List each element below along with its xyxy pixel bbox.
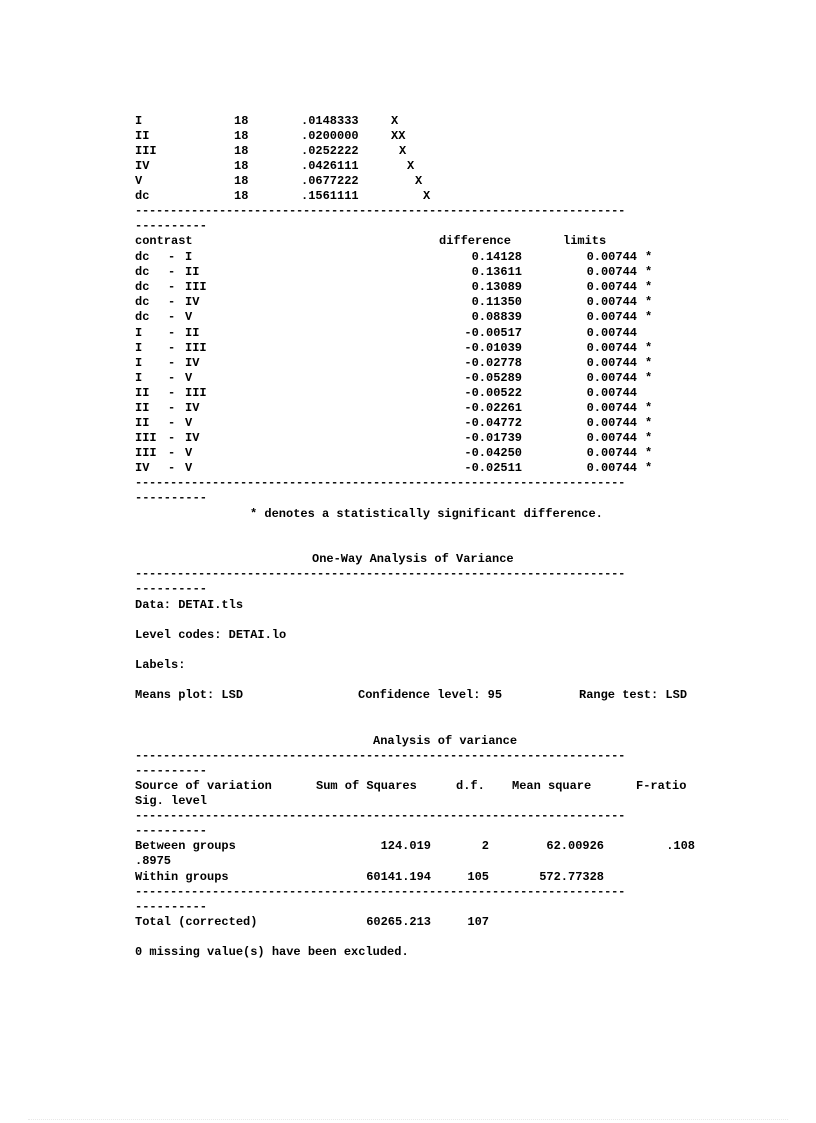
means-count: 18 [234,114,249,128]
between-df: 2 [481,839,489,853]
separator-wrap: ---------- [135,900,208,914]
anova-header-row [135,779,713,794]
ss-header: Sum of Squares [316,779,417,793]
contrast-row [135,356,713,371]
means-value: .0426111 [301,159,359,173]
contrast-row [135,341,713,356]
homogeneous-group-mark: XX [391,129,406,143]
contrast-limit: 0.00744 [586,461,637,475]
contrast-level-b: IV [185,295,200,309]
contrast-row [135,386,713,401]
within-source: Within groups [135,870,229,884]
contrast-limit: 0.00744 [586,416,637,430]
between-ms: 62.00926 [546,839,604,853]
contrast-limit: 0.00744 [586,446,637,460]
contrast-minus: - [168,386,176,400]
ms-header: Mean square [512,779,592,793]
contrast-minus: - [168,250,176,264]
contrast-header-row [135,234,713,249]
contrast-level-b: III [185,386,207,400]
between-sig: .8975 [135,854,172,868]
contrast-minus: - [168,326,176,340]
means-value: .0200000 [301,129,359,143]
contrast-minus: - [168,356,176,370]
contrast-level-a: II [135,416,150,430]
significance-star: * [645,356,653,370]
contrast-row [135,401,713,416]
means-value: .0252222 [301,144,359,158]
sig-level-header: Sig. level [135,794,208,808]
means-row [135,174,713,189]
significance-star: * [645,250,653,264]
source-header: Source of variation [135,779,272,793]
contrast-row [135,265,713,280]
means-row [135,159,713,174]
contrast-difference: -0.02261 [464,401,522,415]
means-count: 18 [234,159,249,173]
contrast-row [135,416,713,431]
contrast-limit: 0.00744 [586,341,637,355]
contrast-level-a: dc [135,310,150,324]
significance-star: * [645,310,653,324]
contrast-difference: 0.11350 [471,295,522,309]
separator-wrap: ---------- [135,219,208,233]
contrast-row [135,371,713,386]
contrast-difference: -0.01739 [464,431,522,445]
separator-wrap: ---------- [135,491,208,505]
contrast-difference: -0.01039 [464,341,522,355]
means-count: 18 [234,174,249,188]
contrast-minus: - [168,401,176,415]
homogeneous-group-mark: X [391,114,399,128]
oneway-title: One-Way Analysis of Variance [312,552,514,566]
contrast-level-b: II [185,326,200,340]
contrast-level-b: V [185,310,193,324]
means-value: .0148333 [301,114,359,128]
contrast-level-a: dc [135,265,150,279]
separator-line: ---------------------------------------------------------------------- [135,885,626,899]
contrast-difference: -0.02778 [464,356,522,370]
contrast-minus: - [168,431,176,445]
contrast-row [135,431,713,446]
contrast-level-b: V [185,461,193,475]
contrast-level-a: II [135,401,150,415]
contrast-level-b: IV [185,401,200,415]
contrast-difference: -0.00522 [464,386,522,400]
contrast-limit: 0.00744 [586,431,637,445]
range-test: Range test: LSD [579,688,688,702]
contrast-level-a: dc [135,250,150,264]
contrast-limit: 0.00744 [586,401,637,415]
contrast-limit: 0.00744 [586,356,637,370]
means-count: 18 [234,189,249,203]
separator-line: ---------------------------------------------------------------------- [135,476,626,490]
contrast-difference: -0.04772 [464,416,522,430]
separator-line: ---------------------------------------------------------------------- [135,749,626,763]
total-ss: 60265.213 [366,915,431,929]
between-groups-row [135,839,713,854]
contrast-minus: - [168,280,176,294]
means-level: II [135,129,150,143]
contrast-limit: 0.00744 [586,265,637,279]
limits-header: limits [563,234,607,248]
means-value: .1561111 [301,189,359,203]
between-ss: 124.019 [380,839,431,853]
means-count: 18 [234,144,249,158]
homogeneous-group-mark: X [407,159,415,173]
significance-star: * [645,446,653,460]
contrast-minus: - [168,446,176,460]
means-count: 18 [234,129,249,143]
df-header: d.f. [456,779,485,793]
contrast-limit: 0.00744 [586,280,637,294]
contrast-minus: - [168,295,176,309]
contrast-limit: 0.00744 [586,386,637,400]
means-row [135,144,713,159]
contrast-level-a: III [135,446,157,460]
significance-star: * [645,416,653,430]
within-ss: 60141.194 [366,870,431,884]
between-f: .108 [666,839,695,853]
within-ms: 572.77328 [539,870,604,884]
contrast-difference: -0.04250 [464,446,522,460]
contrast-level-b: IV [185,431,200,445]
contrast-difference: 0.13089 [471,280,522,294]
contrast-level-a: I [135,326,143,340]
separator-wrap: ---------- [135,824,208,838]
means-level: III [135,144,157,158]
contrast-minus: - [168,310,176,324]
contrast-minus: - [168,416,176,430]
means-plot: Means plot: LSD [135,688,244,702]
contrast-difference: -0.02511 [464,461,522,475]
significance-note: * denotes a statistically significant difference. [250,507,603,521]
significance-star: * [645,371,653,385]
confidence-level: Confidence level: 95 [358,688,503,702]
contrast-level-b: III [185,280,207,294]
separator-line: ---------------------------------------------------------------------- [135,809,626,823]
contrast-level-a: I [135,356,143,370]
level-codes-line: Level codes: DETAI.lo [135,628,287,642]
contrast-row [135,326,713,341]
contrast-minus: - [168,265,176,279]
contrast-row [135,295,713,310]
significance-star: * [645,295,653,309]
means-row [135,129,713,144]
f-ratio-header: F-ratio [636,779,687,793]
means-row [135,114,713,129]
contrast-minus: - [168,341,176,355]
total-df: 107 [467,915,489,929]
contrast-level-b: V [185,371,193,385]
means-level: dc [135,189,150,203]
contrast-level-b: V [185,446,193,460]
significance-star: * [645,341,653,355]
contrast-level-a: III [135,431,157,445]
contrast-row [135,280,713,295]
contrast-limit: 0.00744 [586,295,637,309]
homogeneous-group-mark: X [399,144,407,158]
total-source: Total (corrected) [135,915,258,929]
anova-title: Analysis of variance [373,734,518,748]
separator-wrap: ---------- [135,582,208,596]
page-bottom-border [28,1119,788,1121]
contrast-level-a: dc [135,280,150,294]
contrast-row [135,461,713,476]
missing-note: 0 missing value(s) have been excluded. [135,945,409,959]
contrast-level-a: II [135,386,150,400]
contrast-row [135,446,713,461]
separator-line: ---------------------------------------------------------------------- [135,567,626,581]
data-line: Data: DETAI.tls [135,598,244,612]
means-level: I [135,114,143,128]
contrast-level-a: IV [135,461,150,475]
contrast-level-b: V [185,416,193,430]
contrast-difference: 0.13611 [471,265,522,279]
contrast-row [135,310,713,325]
contrast-level-a: dc [135,295,150,309]
between-source: Between groups [135,839,236,853]
contrast-level-a: I [135,371,143,385]
contrast-limit: 0.00744 [586,326,637,340]
contrast-minus: - [168,371,176,385]
contrast-level-b: I [185,250,193,264]
separator-wrap: ---------- [135,764,208,778]
contrast-level-b: III [185,341,207,355]
contrast-level-a: I [135,341,143,355]
means-value: .0677222 [301,174,359,188]
contrast-limit: 0.00744 [586,250,637,264]
significance-star: * [645,265,653,279]
settings-row [135,688,713,703]
homogeneous-group-mark: X [423,189,431,203]
contrast-level-b: II [185,265,200,279]
homogeneous-group-mark: X [415,174,423,188]
significance-star: * [645,280,653,294]
contrast-row [135,250,713,265]
within-df: 105 [467,870,489,884]
contrast-difference: 0.08839 [471,310,522,324]
total-row [135,915,713,930]
contrast-difference: 0.14128 [471,250,522,264]
contrast-limit: 0.00744 [586,371,637,385]
difference-header: difference [439,234,512,248]
contrast-limit: 0.00744 [586,310,637,324]
separator-line: ---------------------------------------------------------------------- [135,204,626,218]
significance-star: * [645,431,653,445]
contrast-minus: - [168,461,176,475]
means-row [135,189,713,204]
means-level: V [135,174,143,188]
contrast-header: contrast [135,234,193,248]
contrast-difference: -0.05289 [464,371,522,385]
significance-star: * [645,401,653,415]
labels-line: Labels: [135,658,186,672]
means-level: IV [135,159,150,173]
contrast-level-b: IV [185,356,200,370]
within-groups-row [135,870,713,885]
significance-star: * [645,461,653,475]
contrast-difference: -0.00517 [464,326,522,340]
